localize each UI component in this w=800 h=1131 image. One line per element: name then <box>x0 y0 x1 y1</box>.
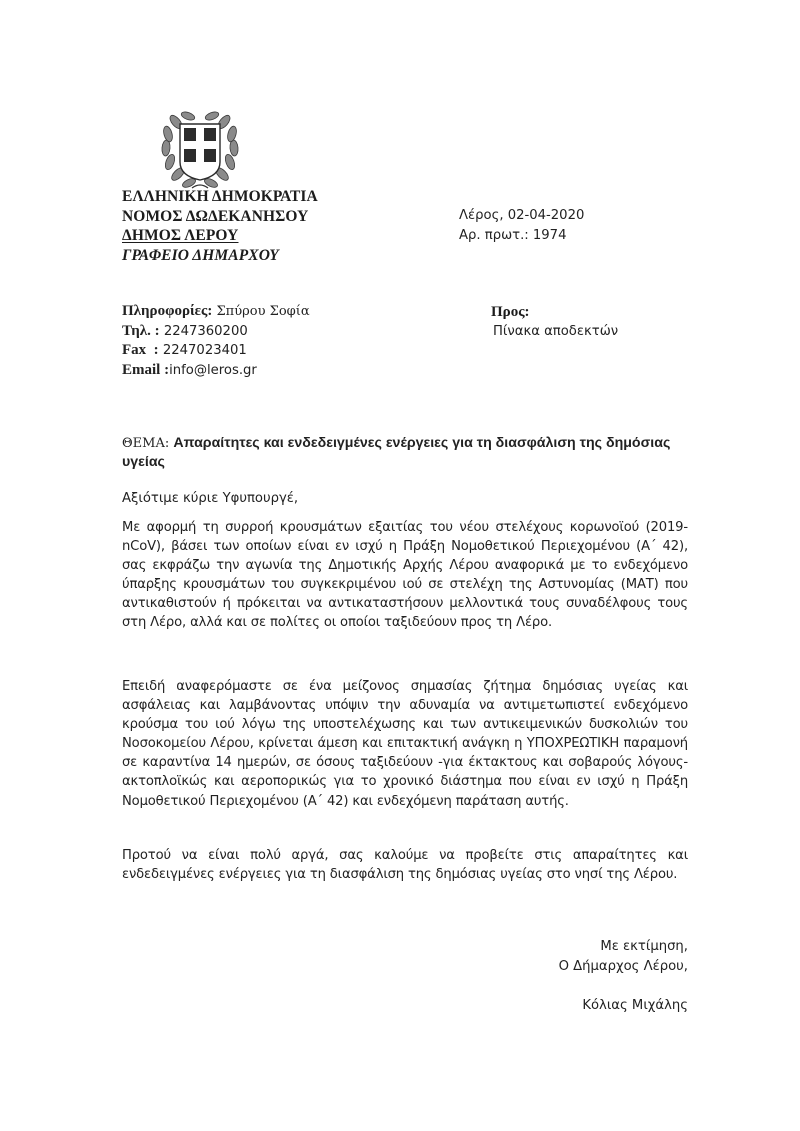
contact-tel-row <box>122 322 310 342</box>
body-paragraph: Επειδή αναφερόμαστε σε ένα μείζονος σημασίας ζήτημα δημόσιας υγείας και ασφάλειας και λαμβάνοντας υπόψιν την αδυναμία να αντιμετωπιστεί ενδεχόμενο κρούσμα του ιού λόγω της υποστελέχωσης και των αντικειμενικών δυσκολιών του Νοσοκομείου Λέρου, κρίνεται άμεση και επιτακτική ανάγκη η ΥΠΟΧΡΕΩΤΙΚΗ παραμονή σε καραντίνα 14 ημερών, σε όσους ταξιδεύουν -για έκτακτους και σοβαρούς λόγους- ακτοπλοϊκώς και αεροπορικώς για το χρονικό διάστημα που είναι εν ισχύ η Πράξη Νομοθετικού Περιεχομένου (Α΄ 42) και ενδεχόμενη παράταση αυτής. <box>122 679 688 809</box>
closing-title: Ο Δήμαρχος Λέρου, <box>558 959 688 974</box>
info-label: Πληροφορίες: <box>122 303 213 319</box>
body-paragraph: Προτού να είναι πολύ αργά, σας καλούμε να προβείτε στις απαραίτητες και ενδεδειγμένες ενέργειες για τη διασφάλιση της δημόσιας υγείας στο νησί της Λέρου. <box>122 848 688 883</box>
contact-block <box>122 302 310 380</box>
tel-value: 2247360200 <box>159 323 248 339</box>
fax-label: Fax : <box>122 342 159 359</box>
contact-info-row <box>122 302 310 322</box>
subject-text: Απαραίτητες και ενδεδειγμένες ενέργειες για τη διασφάλιση της δημόσιας υγείας <box>122 435 671 470</box>
contact-fax-row <box>122 341 310 361</box>
fax-value: 2247023401 <box>158 343 247 359</box>
recipient-value: Πίνακα αποδεκτών <box>493 324 619 339</box>
body-paragraph: Με αφορμή τη συρροή κρουσμάτων εξαιτίας του νέου στελέχους κορωνοϊού (2019-nCoV), βάσει των οποίων είναι εν ισχύ η Πράξη Νομοθετικού Περιεχομένου (Α΄ 42), σας εκφράζω την αγωνία της Δημοτικής Αρχής Λέρου αναφορικά με το ενδεχόμενο ύπαρξης κρουσμάτων του συγκεκριμένου ιού σε στελέχη της Αστυνομίας (ΜΑΤ) που αντικαθιστούν ή πρόκειται να αντικαταστήσουν μελλοντικά τους συναδέλφους τους στη Λέρο, αλλά και σε πολίτες οι οποίοι ταξιδεύουν προς τη Λέρο. <box>122 520 688 631</box>
contact-email-row <box>122 361 310 381</box>
recipient-label: Προς: <box>491 304 530 320</box>
tel-label: Τηλ. : <box>122 322 160 339</box>
org-line-municipality: ΔΗΜΟΣ ΛΕΡΟΥ <box>122 227 239 245</box>
greeting: Αξιότιμε κύριε Υφυπουργέ, <box>122 491 299 506</box>
place-date: Λέρος, 02-04-2020 <box>459 208 585 223</box>
recipient-block <box>491 302 618 342</box>
document-meta <box>459 206 584 246</box>
closing-block <box>559 937 688 1016</box>
signer-name: Κόλιας Μιχάλης <box>582 998 688 1013</box>
subject-label: ΘΕΜΑ: <box>122 436 174 451</box>
email-value: info@leros.gr <box>169 362 257 378</box>
org-line-country: ΕΛΛΗΝΙΚΗ ΔΗΜΟΚΡΑΤΙΑ <box>122 188 318 205</box>
closing-salutation: Με εκτίμηση, <box>600 939 688 954</box>
coat-of-arms-icon <box>158 110 242 194</box>
protocol-number: Αρ. πρωτ.: 1974 <box>459 228 567 243</box>
email-label: Email : <box>122 361 170 378</box>
org-line-office: ΓΡΑΦΕΙΟ ΔΗΜΑΡΧΟΥ <box>122 246 279 264</box>
info-value: Σπύρου Σοφία <box>212 304 310 319</box>
org-line-prefecture: ΝΟΜΟΣ ΔΩΔΕΚΑΝΗΣΟΥ <box>122 207 309 225</box>
issuing-authority <box>122 187 318 265</box>
subject-line <box>122 434 692 472</box>
